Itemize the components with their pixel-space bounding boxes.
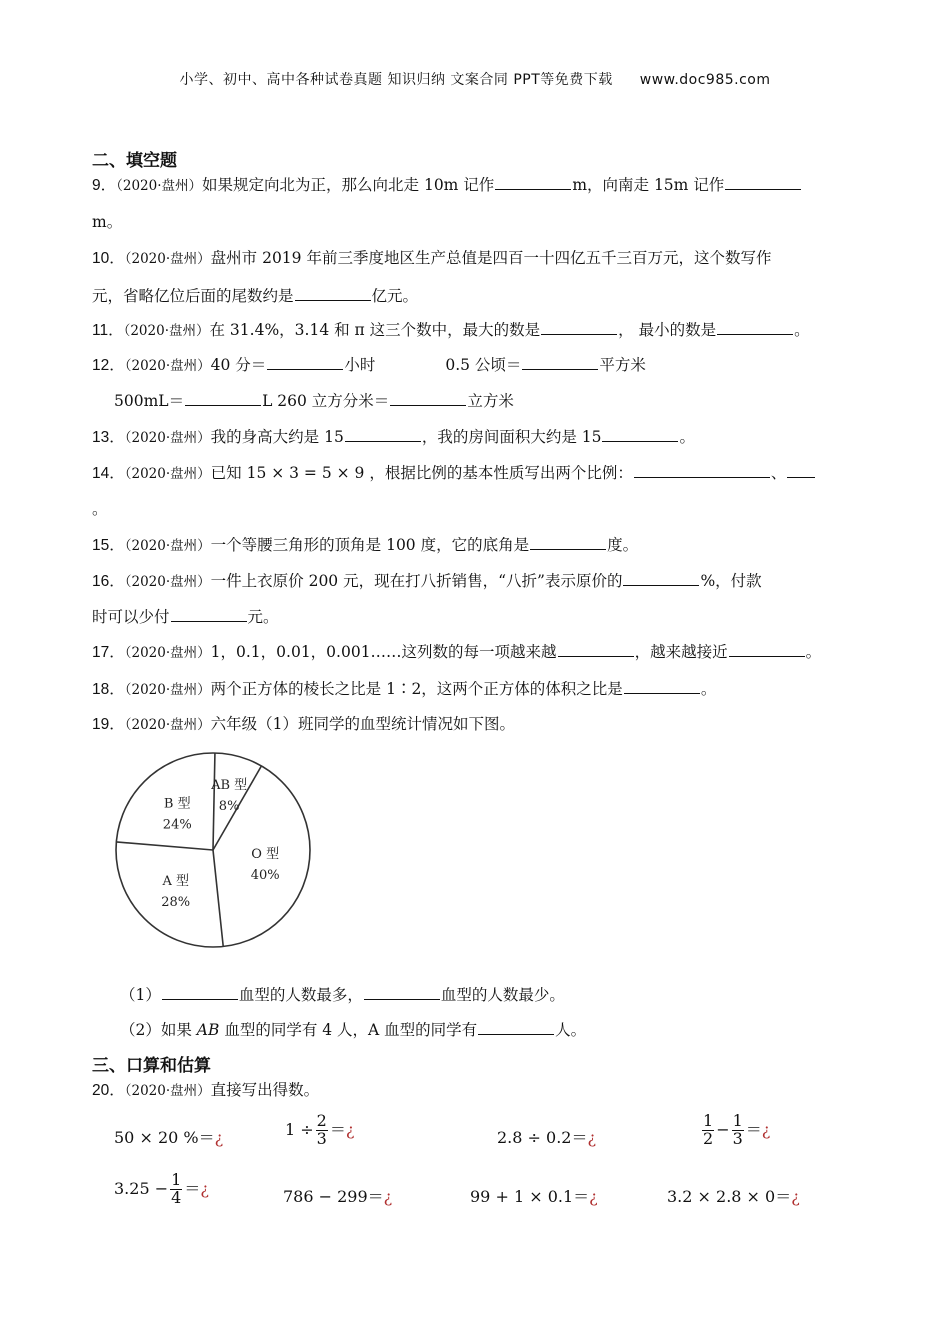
- denominator: 3: [316, 1128, 327, 1148]
- question-number: 12．: [92, 357, 125, 374]
- answer-blank[interactable]: [478, 1019, 554, 1035]
- calc-expression: −: [716, 1119, 730, 1139]
- question-source: （2020·盘州）: [124, 430, 211, 446]
- question-number: 11．: [92, 322, 124, 339]
- pie-slice-value: 40%: [250, 868, 280, 884]
- fraction: [316, 1113, 328, 1148]
- question-number: 10．: [92, 250, 125, 267]
- question-14-cont: [92, 497, 108, 519]
- pie-slice-label: AB 型: [211, 778, 248, 794]
- answer-blank[interactable]: [602, 426, 678, 442]
- page-header: [0, 69, 950, 89]
- question-text: 两个正方体的棱长之比是 1∶2，这两个正方体的体积之比是: [210, 680, 623, 698]
- question-number: 13．: [92, 429, 125, 446]
- answer-placeholder[interactable]: ¿: [200, 1178, 209, 1198]
- answer-placeholder[interactable]: ¿: [214, 1128, 224, 1147]
- question-text: ，我的房间面积大约是 15: [421, 428, 602, 446]
- question-15: [92, 533, 638, 555]
- question-text: 。: [700, 680, 717, 698]
- question-16: [92, 569, 762, 591]
- calc-expression: 786 − 299＝: [283, 1187, 384, 1206]
- answer-blank[interactable]: [522, 354, 598, 370]
- question-19-sub1: [120, 983, 565, 1005]
- question-text: 度。: [607, 536, 639, 554]
- question-source: （2020·盘州）: [124, 574, 211, 590]
- question-number: 14．: [92, 465, 125, 482]
- question-text: m，向南走 15m 记作: [572, 176, 725, 194]
- question-text: 我的身高大约是 15: [210, 428, 344, 446]
- question-text: 元。: [247, 608, 279, 626]
- calc-8: [667, 1184, 800, 1207]
- question-source: （2020·盘州）: [124, 251, 211, 267]
- pie-slice-label: B 型: [163, 796, 191, 812]
- question-source: （2020·盘州）: [124, 645, 211, 661]
- calc-7: [470, 1184, 598, 1207]
- question-10: [92, 246, 771, 268]
- question-text: 40 分＝: [210, 356, 267, 374]
- pie-slice-value: 28%: [161, 895, 191, 911]
- question-source: （2020·盘州）: [124, 466, 211, 482]
- question-number: 9．: [92, 177, 117, 194]
- answer-blank[interactable]: [495, 174, 571, 190]
- question-text: 六年级（1）班同学的血型统计情况如下图。: [210, 715, 516, 733]
- question-text: ，越来越接近: [634, 643, 728, 661]
- answer-blank[interactable]: [267, 354, 343, 370]
- question-12: [92, 353, 646, 375]
- question-number: 15．: [92, 537, 125, 554]
- question-text: 元，省略亿位后面的尾数约是: [92, 287, 294, 305]
- calc-expression: 3.25 −: [114, 1178, 169, 1198]
- question-text: m。: [92, 213, 123, 231]
- answer-blank[interactable]: [634, 462, 770, 478]
- numerator: 1: [732, 1111, 743, 1130]
- denominator: 3: [732, 1128, 743, 1148]
- question-text: L 260 立方分米＝: [262, 392, 390, 410]
- question-19-sub2: [120, 1018, 586, 1040]
- calc-expression: ＝: [745, 1119, 762, 1139]
- question-text: 时可以少付: [92, 608, 170, 626]
- question-text: 平方米: [599, 356, 646, 374]
- answer-placeholder[interactable]: ¿: [383, 1187, 393, 1206]
- question-source: （2020·盘州）: [124, 1083, 211, 1099]
- calc-expression: 1 ÷: [285, 1119, 314, 1139]
- answer-placeholder[interactable]: ¿: [791, 1187, 800, 1206]
- question-text: 。: [92, 500, 108, 518]
- question-text: 直接写出得数。: [210, 1081, 320, 1099]
- question-source: （2020·盘州）: [116, 178, 203, 194]
- question-source: （2020·盘州）: [123, 323, 210, 339]
- question-text: 。: [679, 428, 695, 446]
- question-14: [92, 461, 816, 483]
- answer-blank[interactable]: [390, 390, 466, 406]
- question-9-cont: [92, 210, 122, 232]
- question-11: [92, 318, 810, 340]
- answer-blank[interactable]: [345, 426, 421, 442]
- fraction: [170, 1172, 182, 1207]
- question-text: 立方米: [467, 392, 514, 410]
- answer-blank[interactable]: [530, 534, 606, 550]
- question-20: [92, 1078, 319, 1100]
- question-text: 血型的同学有 4 人，A 血型的同学有: [219, 1021, 478, 1039]
- fraction: [732, 1113, 744, 1148]
- numerator: 2: [316, 1111, 327, 1130]
- calc-2: [285, 1113, 354, 1148]
- calc-3: [497, 1125, 596, 1148]
- question-text: 亿元。: [371, 287, 419, 305]
- calc-expression: 50 × 20 %＝: [114, 1128, 215, 1147]
- denominator: 4: [171, 1187, 182, 1207]
- question-text: 血型的人数最多，: [238, 986, 363, 1004]
- header-url[interactable]: www.doc985.com: [639, 72, 771, 88]
- question-text: 小时: [344, 356, 376, 374]
- question-text: 盘州市 2019 年前三季度地区生产总值是四百一十四亿五千三百万元，这个数写作: [210, 249, 772, 267]
- question-text: %，付款: [700, 572, 762, 590]
- answer-blank[interactable]: [787, 462, 815, 478]
- answer-blank[interactable]: [171, 606, 247, 622]
- question-text: （2）如果: [120, 1021, 197, 1039]
- calc-expression: ＝: [329, 1119, 346, 1139]
- section-title-fill-blank: 二、填空题: [92, 151, 177, 171]
- calc-expression: 99 + 1 × 0.1＝: [470, 1187, 590, 1206]
- question-text: 500mL＝: [114, 392, 185, 410]
- question-text: 。: [794, 321, 810, 339]
- answer-blank[interactable]: [729, 641, 805, 657]
- calc-5: [114, 1172, 209, 1207]
- answer-blank[interactable]: [162, 984, 238, 1000]
- pie-slice-value: 8%: [218, 799, 240, 815]
- question-source: （2020·盘州）: [124, 358, 211, 374]
- calc-4: [700, 1113, 770, 1148]
- answer-blank[interactable]: [623, 570, 699, 586]
- numerator: 1: [703, 1111, 714, 1130]
- question-12-cont: [114, 389, 514, 411]
- question-number: 17．: [92, 644, 125, 661]
- answer-blank[interactable]: [364, 984, 440, 1000]
- question-number: 16．: [92, 573, 125, 590]
- question-source: （2020·盘州）: [124, 717, 211, 733]
- question-text: 一件上衣原价 200 元，现在打八折销售，“八折”表示原价的: [210, 572, 623, 590]
- section-title-mental-math: 三、口算和估算: [92, 1056, 211, 1076]
- question-16-cont: [92, 605, 279, 627]
- answer-blank[interactable]: [725, 174, 801, 190]
- question-text: 、: [770, 464, 787, 482]
- answer-placeholder[interactable]: ¿: [761, 1119, 771, 1139]
- answer-blank[interactable]: [717, 319, 793, 335]
- calc-1: [114, 1125, 223, 1148]
- question-number: 20．: [92, 1082, 125, 1099]
- denominator: 2: [703, 1128, 714, 1148]
- question-9: [92, 173, 802, 195]
- question-13: [92, 425, 695, 447]
- pie-slice-label: O 型: [251, 847, 280, 863]
- header-text: 小学、初中、高中各种试卷真题 知识归纳 文案合同 PPT等免费下载: [179, 72, 613, 88]
- answer-blank[interactable]: [295, 285, 371, 301]
- question-text: ， 最小的数是: [618, 321, 717, 339]
- calc-expression: 3.2 × 2.8 × 0＝: [667, 1187, 792, 1206]
- question-text: 如果规定向北为正，那么向北走 10m 记作: [202, 176, 495, 194]
- pie-slice-label: A 型: [162, 874, 189, 890]
- answer-placeholder[interactable]: ¿: [345, 1119, 355, 1139]
- blood-type-pie-chart: [114, 748, 314, 952]
- question-text: 血型的人数最少。: [440, 986, 565, 1004]
- question-text: 一个等腰三角形的顶角是 100 度，它的底角是: [210, 536, 530, 554]
- answer-blank[interactable]: [185, 390, 261, 406]
- question-text: 在 31.4%，3.14 和 π 这三个数中，最大的数是: [209, 321, 541, 339]
- calc-expression: 2.8 ÷ 0.2＝: [497, 1128, 588, 1147]
- calc-expression: ＝: [184, 1178, 201, 1198]
- question-number: 18．: [92, 681, 125, 698]
- question-text: 0.5 公顷＝: [445, 356, 522, 374]
- calc-6: [283, 1184, 392, 1207]
- answer-blank[interactable]: [541, 319, 617, 335]
- question-10-cont: [92, 284, 418, 306]
- question-text: 。: [805, 643, 822, 661]
- answer-blank[interactable]: [624, 678, 700, 694]
- question-text: 人。: [555, 1021, 587, 1039]
- answer-placeholder[interactable]: ¿: [589, 1187, 598, 1206]
- question-18: [92, 677, 716, 699]
- answer-placeholder[interactable]: ¿: [587, 1128, 597, 1147]
- question-text: 已知 15 × 3 = 5 × 9 ，根据比例的基本性质写出两个比例：: [210, 464, 633, 482]
- question-source: （2020·盘州）: [124, 682, 211, 698]
- sub-question-number: （1）: [120, 986, 161, 1004]
- question-19: [92, 712, 515, 734]
- answer-blank[interactable]: [558, 641, 634, 657]
- question-source: （2020·盘州）: [124, 538, 211, 554]
- question-text: 1，0.1，0.01，0.001……这列数的每一项越来越: [210, 643, 557, 661]
- question-number: 19．: [92, 716, 125, 733]
- numerator: 1: [171, 1170, 182, 1189]
- fraction: [702, 1113, 714, 1148]
- pie-slice-value: 24%: [162, 817, 192, 833]
- question-text-italic: AB: [196, 1021, 220, 1039]
- question-17: [92, 640, 821, 662]
